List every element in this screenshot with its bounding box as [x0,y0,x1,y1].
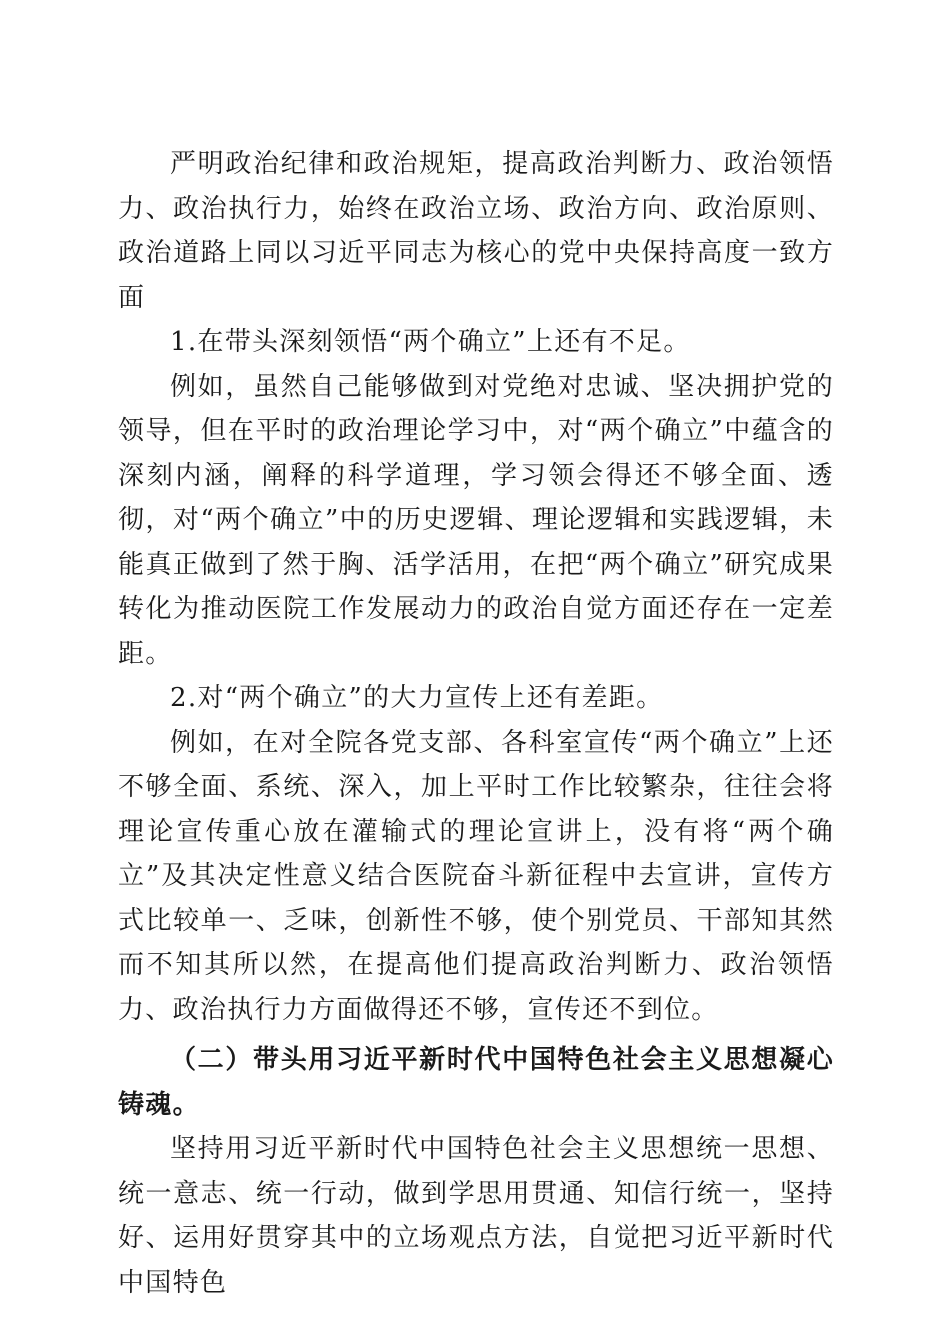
section-heading-2: （二）带头用习近平新时代中国特色社会主义思想凝心铸魂。 [118,1045,834,1120]
list-item-2: 2.对“两个确立”的大力宣传上还有差距。 [170,683,664,713]
document-body [118,142,834,1305]
paragraph-example-2: 例如，在对全院各党支部、各科室宣传“两个确立”上还不够全面、系统、深入，加上平时工作比较繁杂，往往会将理论宣传重心放在灌输式的理论宣讲上，没有将“两个确立”及其决定性意义结合医院奋斗新征程中去宣讲，宣传方式比较单一、乏味，创新性不够，使个别党员、干部知其然而不知其所以然，在提高他们提高政治判断力、政治领悟力、政治执行力方面做得还不够，宣传还不到位。 [118,727,834,1025]
paragraph-section-2: 坚持用习近平新时代中国特色社会主义思想统一思想、统一意志、统一行动，做到学思用贯通、知信行统一，坚持好、运用好贯穿其中的立场观点方法，自觉把习近平新时代中国特色 [118,1134,834,1298]
list-item-1: 1.在带头深刻领悟“两个确立”上还有不足。 [170,327,691,357]
paragraph-example-1: 例如，虽然自己能够做到对党绝对忠诚、坚决拥护党的领导，但在平时的政治理论学习中，对“两个确立”中蕴含的深刻内涵，阐释的科学道理，学习领会得还不够全面、透彻，对“两个确立”中的历史逻辑、理论逻辑和实践逻辑，未能真正做到了然于胸、活学活用，在把“两个确立”研究成果转化为推动医院工作发展动力的政治自觉方面还存在一定差距。 [118,371,834,669]
paragraph-intro: 严明政治纪律和政治规矩，提高政治判断力、政治领悟力、政治执行力，始终在政治立场、政治方向、政治原则、政治道路上同以习近平同志为核心的党中央保持高度一致方面 [118,149,834,313]
